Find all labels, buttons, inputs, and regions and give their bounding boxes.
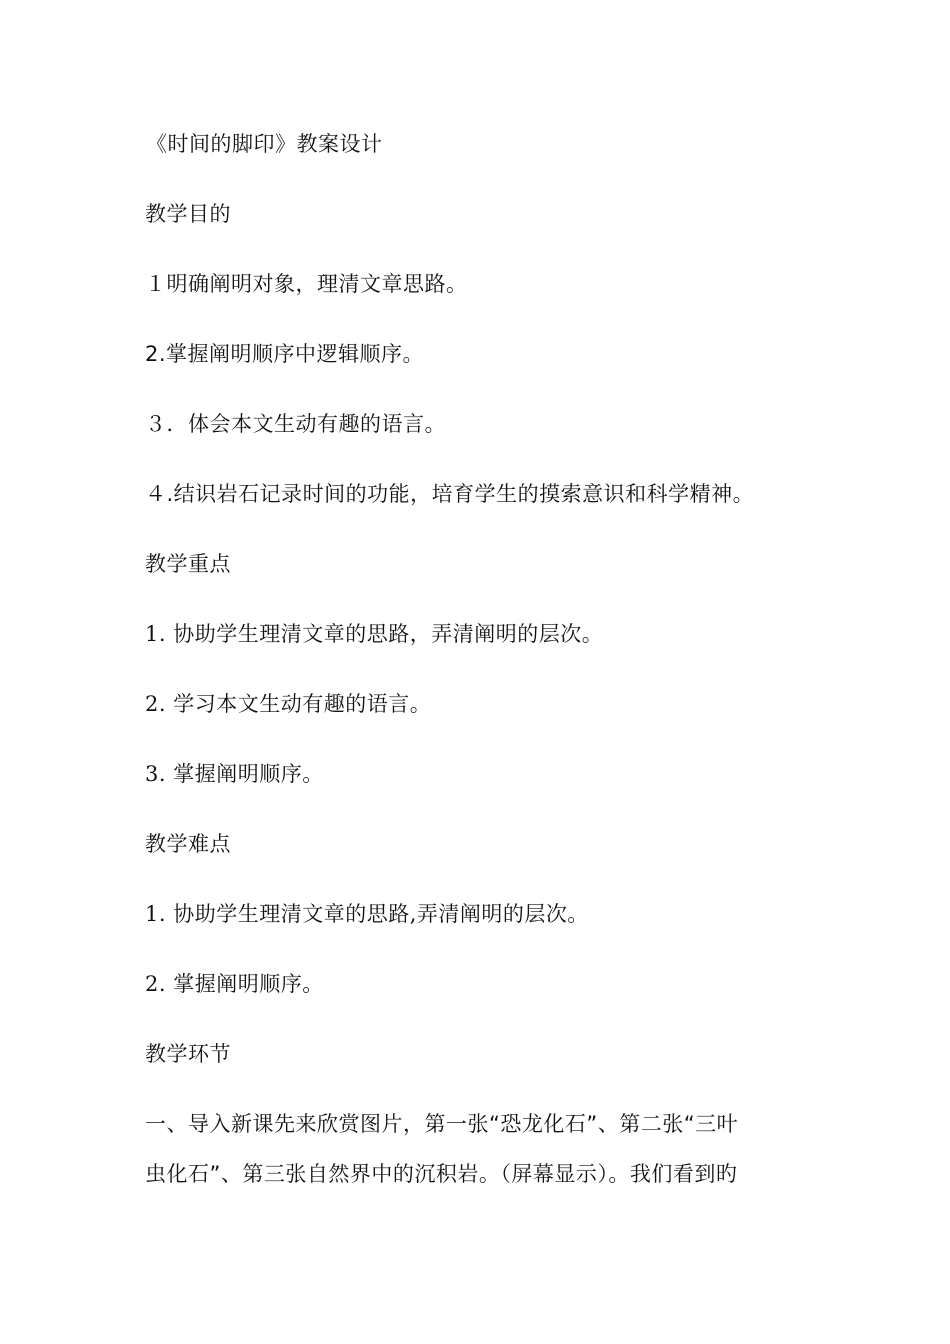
key-point-item-1: 1. 协助学生理清文章的思路，弄清阐明的层次。 <box>145 622 604 646</box>
objective-item-4: ４.结识岩石记录时间的功能，培育学生的摸索意识和科学精神。 <box>145 482 755 506</box>
section-heading-steps: 教学环节 <box>145 1042 231 1066</box>
section-heading-objectives: 教学目的 <box>145 202 231 226</box>
objective-item-2: 2.掌握阐明顺序中逻辑顺序。 <box>145 342 425 366</box>
step-one-line-1: 一、导入新课先来欣赏图片，第一张“恐龙化石”、第二张“三叶 <box>145 1112 739 1136</box>
step-one-line-2: 虫化石”、第三张自然界中的沉积岩。（屏幕显示）。我们看到旳 <box>145 1162 738 1186</box>
key-point-item-3: 3. 掌握阐明顺序。 <box>145 762 324 786</box>
document-title: 《时间的脚印》教案设计 <box>146 132 383 156</box>
difficulty-item-1: 1. 协助学生理清文章的思路,弄清阐明的层次。 <box>145 902 589 926</box>
objective-item-3: ３．体会本文生动有趣的语言。 <box>145 412 446 436</box>
section-heading-difficulties: 教学难点 <box>145 832 231 856</box>
section-heading-key-points: 教学重点 <box>145 552 231 576</box>
key-point-item-2: 2. 学习本文生动有趣的语言。 <box>145 692 432 716</box>
objective-item-1: １明确阐明对象，理清文章思路。 <box>145 272 468 296</box>
difficulty-item-2: 2. 掌握阐明顺序。 <box>145 972 324 996</box>
